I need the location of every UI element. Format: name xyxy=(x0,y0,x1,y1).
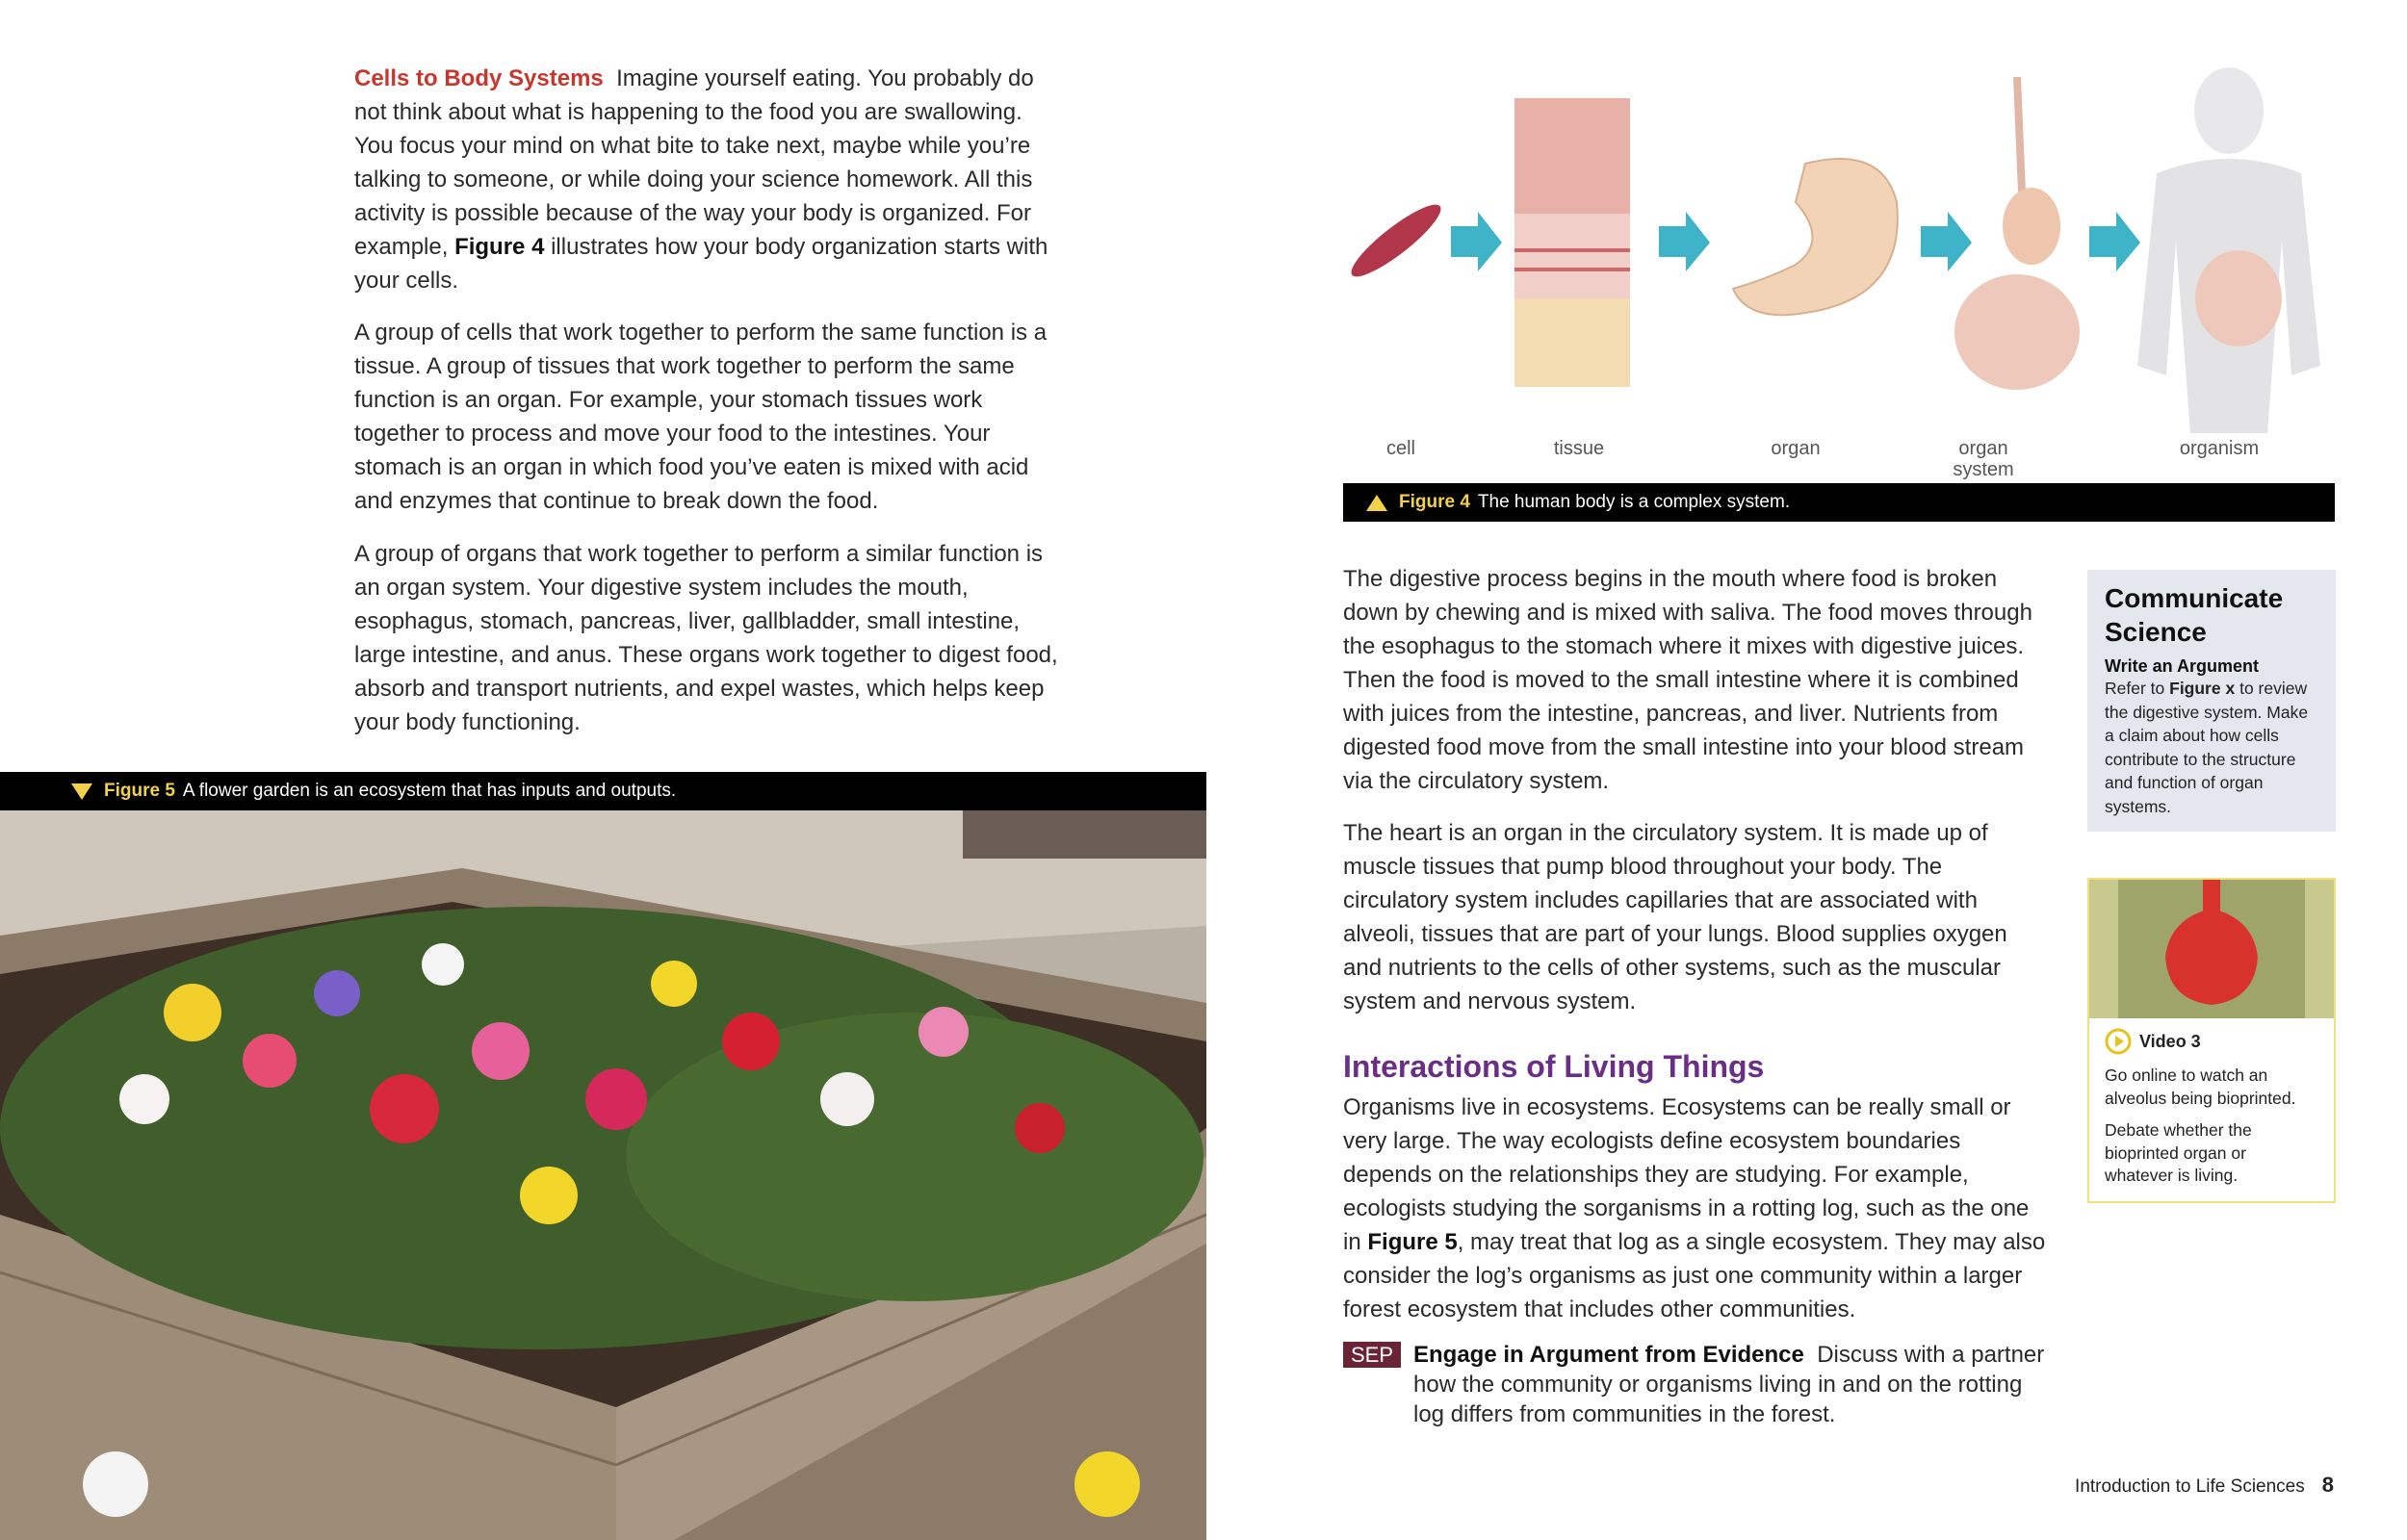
stage-label-organism: organism xyxy=(2179,438,2260,459)
figure-5-caption: A flower garden is an ecosystem that has inputs and outputs. xyxy=(182,781,677,801)
tissue-illustration xyxy=(1514,98,1630,387)
sep-badge: SEP xyxy=(1343,1342,1401,1368)
paragraph-digestive-process: The digestive process begins in the mouth where food is broken down by chewing and is mixed with saliva. The food moves through the esophagus to the stomach where it mixes with digestive juices. Then the food is moved to the small intestine where it is combined with juices from the intestine, pancreas, and liver. Nutrients from digested food move from the small intestine into your blood stream via the circulatory system. xyxy=(1343,566,2032,794)
figure-5-caption-bar xyxy=(0,772,1206,810)
sep-text-block xyxy=(1413,1340,2049,1429)
paragraph-text: illustrates how your body organization starts with your cells. xyxy=(354,234,1048,294)
sidebar-text: Refer to xyxy=(2105,679,2165,698)
figure-reference[interactable]: Figure 4 xyxy=(454,234,545,260)
page-number: 8 xyxy=(2321,1473,2334,1497)
arrow-icon xyxy=(2089,212,2140,271)
paragraph-text: Organisms live in ecosystems. Ecosystems can be really small or very large. The way ecologists define ecosystem boundaries depends on the relationships they are studying. For example, ecologists studying the sorganisms in a rotting log, such as the one in xyxy=(1343,1094,2030,1255)
video-card[interactable] xyxy=(2087,878,2336,1203)
sep-text: Discuss with a partner how the community or organisms living in and on the rotting log differs from communities in the forest. xyxy=(1413,1342,2045,1427)
stage-label-tissue: tissue xyxy=(1553,438,1605,459)
video-label: Video 3 xyxy=(2139,1031,2201,1051)
video-thumbnail[interactable] xyxy=(2089,880,2334,1018)
human-body-illustration xyxy=(2137,67,2320,433)
stage-label-organ: organ xyxy=(1771,438,1821,459)
video-text-2: Debate whether the bioprinted organ or whatever is living. xyxy=(2105,1120,2252,1185)
communicate-science-sidebar xyxy=(2087,570,2336,832)
paragraph-organ-system: A group of organs that work together to perform a similar function is an organ system. Your digestive system includes the mouth, esophagus, stomach, pancreas, liver, gallbladder, small intestine, large intestine, and anus. These organs work together to digest food, absorb and transport nutrients, and expel wastes, which helps keep your body functioning. xyxy=(354,541,1058,735)
digestive-system-illustration xyxy=(1954,77,2080,390)
caption-triangle-icon xyxy=(1366,495,1387,511)
arrow-icon xyxy=(1451,212,1502,271)
paragraph-text: Imagine yourself eating. You probably do not think about what is happening to the food you are swallowing. You focus your mind on what bite to take next, maybe while you’re talking to someone, or while doing your science homework. All this activity is possible because of the way your body is organized. For example, xyxy=(354,65,1034,260)
arrow-icon xyxy=(1659,212,1710,271)
caption-triangle-icon xyxy=(71,783,92,800)
play-icon[interactable] xyxy=(2105,1028,2132,1055)
figure-4-caption-bar xyxy=(1343,483,2335,522)
body-organization-diagram xyxy=(1343,58,2335,433)
stage-label-cell: cell xyxy=(1385,438,1415,459)
stage-label-organ-system: organ system xyxy=(1953,438,2014,480)
paragraph-heart: The heart is an organ in the circulatory system. It is made up of muscle tissues that pump blood throughout your body. The circulatory system includes capillaries that are associated with alveoli, tissues that are part of your lungs. Blood supplies oxygen and nutrients to the cells of other systems, such as the muscular system and nervous system. xyxy=(1343,820,2007,1014)
video-text-1: Go online to watch an alveolus being bioprinted. xyxy=(2105,1065,2296,1108)
arrow-icon xyxy=(1921,212,1972,271)
paragraph-tissue: A group of cells that work together to perform the same function is a tissue. A group of tissues that work together to perform the same function is an organ. For example, your stomach tissues work together to process and move your food to the intestines. Your stomach is an organ in which food you’ve eaten is mixed with acid and enzymes that continue to break down the food. xyxy=(354,320,1048,514)
paragraph-ecosystems xyxy=(1343,1091,2051,1326)
sidebar-text: to review the digestive system. Make a claim about how cells contribute to the structure and function of organ systems. xyxy=(2105,679,2309,816)
sidebar-body xyxy=(2105,677,2318,818)
figure-5-number: Figure 5 xyxy=(104,781,175,801)
page-footer xyxy=(2075,1473,2334,1498)
sep-heading: Engage in Argument from Evidence xyxy=(1413,1342,1804,1368)
lead-heading: Cells to Body Systems xyxy=(354,65,604,91)
figure-4-caption: The human body is a complex system. xyxy=(1477,492,1791,512)
cell-illustration xyxy=(1344,195,1449,285)
footer-title: Introduction to Life Sciences xyxy=(2075,1476,2305,1497)
figure-4-number: Figure 4 xyxy=(1399,492,1470,512)
paragraph-text: , may treat that log as a single ecosystem. They may also consider the log’s organisms as just one community within a larger forest ecosystem that includes other communities. xyxy=(1343,1229,2046,1322)
sidebar-title: Communicate Science xyxy=(2105,583,2284,647)
figure-reference[interactable]: Figure x xyxy=(2169,679,2236,698)
sidebar-subtitle: Write an Argument xyxy=(2105,656,2260,676)
paragraph-cells-to-body-systems xyxy=(354,62,1062,297)
section-title-interactions: Interactions of Living Things xyxy=(1343,1049,1765,1084)
figure-reference[interactable]: Figure 5 xyxy=(1367,1229,1458,1255)
stomach-illustration xyxy=(1733,159,1898,315)
flower-garden-photo xyxy=(0,810,1206,1540)
